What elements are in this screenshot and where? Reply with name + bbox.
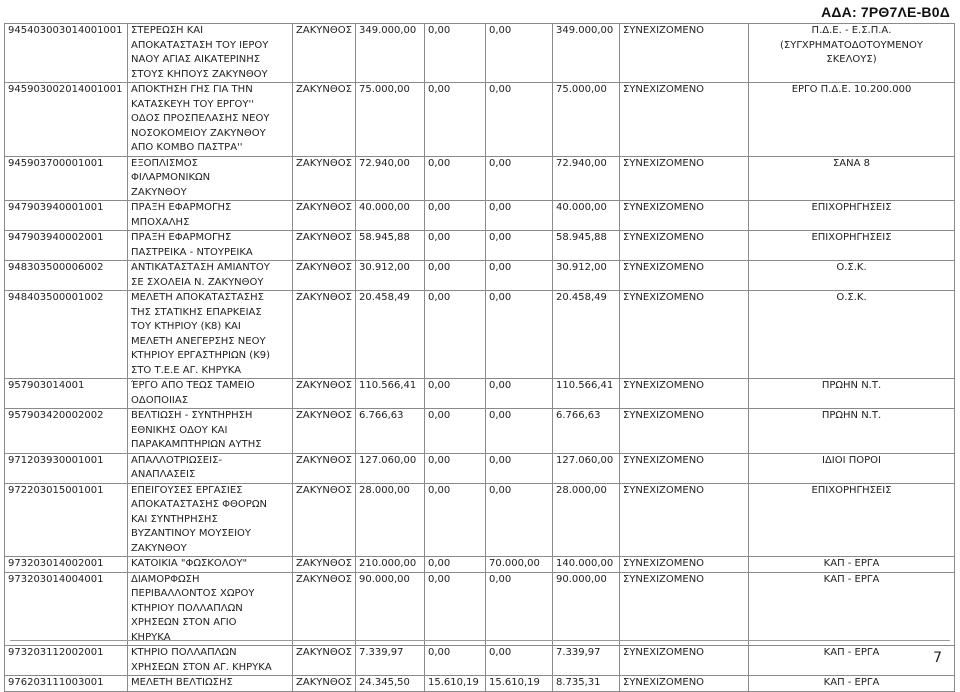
- table-row: [5, 291, 955, 379]
- amount-3-cell: 0,00: [486, 572, 553, 646]
- project-code-cell: 973203014004001: [5, 572, 128, 646]
- remaining-cell: 7.339,97: [553, 646, 620, 676]
- remarks-cell: [749, 156, 955, 201]
- remarks-line: ΣΑΝΑ 8: [832, 157, 871, 169]
- table-row: [5, 261, 955, 291]
- amount-3-cell: 15.610,19: [486, 676, 553, 692]
- table-row: [5, 201, 955, 231]
- budget-cell: 24.345,50: [356, 676, 425, 692]
- project-title-line: ΑΠΟΚΤΗΣΗ ΓΗΣ ΓΙΑ ΤΗΝ: [131, 84, 253, 95]
- project-title-cell: [128, 379, 293, 409]
- project-title-cell: [128, 557, 293, 573]
- status-cell: ΣΥΝΕΧΙΖΟΜΕΝΟ: [620, 676, 749, 692]
- remarks-line: ΕΠΙΧΟΡΗΓΗΣΕΙΣ: [811, 484, 892, 496]
- project-code-cell: 945903002014001001: [5, 83, 128, 157]
- remarks-cell: [749, 483, 955, 557]
- project-title-line: ΜΠΟΧΑΛΗΣ: [131, 216, 190, 228]
- amount-2-cell: 0,00: [425, 83, 486, 157]
- project-title-line: ΑΠΟΚΑΤΑΣΤΑΣΗΣ ΦΘΟΡΩΝ: [131, 499, 267, 510]
- table-row: [5, 572, 955, 646]
- area-cell: ΖΑΚΥΝΘΟΣ: [293, 676, 356, 692]
- table-row: [5, 379, 955, 409]
- remarks-cell: [749, 676, 955, 692]
- project-title-line: ΜΕΛΕΤΗ ΑΠΟΚΑΤΑΣΤΑΣΗΣ: [131, 292, 264, 303]
- project-title-cell: [128, 646, 293, 676]
- amount-2-cell: 0,00: [425, 231, 486, 261]
- remarks-line: ΣΚΕΛΟΥΣ): [826, 54, 877, 65]
- project-title-line: ΈΡΓΟ ΑΠΟ ΤΕΩΣ ΤΑΜΕΙΟ: [131, 380, 255, 391]
- area-cell: ΖΑΚΥΝΘΟΣ: [293, 231, 356, 261]
- project-title-line: ΝΑΟΥ ΑΓΙΑΣ ΑΙΚΑΤΕΡΙΝΗΣ: [131, 54, 261, 65]
- project-title-line: ΤΟΥ ΚΤΗΡΙΟΥ (Κ8) ΚΑΙ: [131, 321, 241, 332]
- project-code-cell: 972203015001001: [5, 483, 128, 557]
- project-title-line: ΟΔΟΠΟΙΙΑΣ: [131, 394, 189, 406]
- project-title-line: ΣΕ ΣΧΟΛΕΙΑ Ν. ΖΑΚΥΝΘΟΥ: [131, 276, 264, 288]
- project-title-line: ΣΤΕΡΕΩΣΗ ΚΑΙ: [131, 25, 204, 36]
- budget-cell: 210.000,00: [356, 557, 425, 573]
- project-title-line: ΠΑΡΑΚΑΜΠΤΗΡΙΩΝ ΑΥΤΗΣ: [131, 439, 262, 450]
- remaining-cell: 90.000,00: [553, 572, 620, 646]
- status-cell: ΣΥΝΕΧΙΖΟΜΕΝΟ: [620, 557, 749, 573]
- area-cell: ΖΑΚΥΝΘΟΣ: [293, 572, 356, 646]
- project-title-line: ΣΤΟ Τ.Ε.Ε ΑΓ. ΚΗΡΥΚΑ: [131, 364, 242, 376]
- status-cell: ΣΥΝΕΧΙΖΟΜΕΝΟ: [620, 156, 749, 201]
- amount-3-cell: 0,00: [486, 231, 553, 261]
- remarks-line: ΚΑΠ - ΕΡΓΑ: [823, 558, 880, 569]
- project-title-line: ΤΗΣ ΣΤΑΤΙΚΗΣ ΕΠΑΡΚΕΙΑΣ: [131, 306, 262, 318]
- project-title-line: ΑΝΤΙΚΑΤΑΣΤΑΣΗ ΑΜΙΑΝΤΟΥ: [131, 262, 270, 273]
- project-code-cell: 947903940001001: [5, 201, 128, 231]
- project-title-line: ΜΕΛΕΤΗ ΒΕΛΤΙΩΣΗΣ: [131, 677, 233, 688]
- project-title-line: ΧΡΗΣΕΩΝ ΣΤΟΝ ΑΓΙΟ: [131, 617, 237, 628]
- project-title-line: ΦΙΛΑΡΜΟΝΙΚΩΝ: [131, 172, 211, 183]
- project-title-line: ΚΑΤΑΣΚΕΥΗ ΤΟΥ ΕΡΓΟΥ'': [131, 98, 255, 110]
- remarks-cell: [749, 646, 955, 676]
- status-cell: ΣΥΝΕΧΙΖΟΜΕΝΟ: [620, 261, 749, 291]
- project-title-line: ΖΑΚΥΝΘΟΥ: [131, 186, 187, 198]
- project-title-cell: [128, 409, 293, 454]
- remarks-cell: [749, 261, 955, 291]
- amount-3-cell: 70.000,00: [486, 557, 553, 573]
- project-title-line: ΠΡΑΞΗ ΕΦΑΡΜΟΓΗΣ: [131, 202, 232, 213]
- project-code-cell: 957903420002002: [5, 409, 128, 454]
- project-title-line: ΑΝΑΠΛΑΣΕΙΣ: [131, 469, 196, 480]
- status-cell: ΣΥΝΕΧΙΖΟΜΕΝΟ: [620, 572, 749, 646]
- remarks-line: ΕΠΙΧΟΡΗΓΗΣΕΙΣ: [811, 202, 892, 213]
- remarks-cell: [749, 557, 955, 573]
- project-title-line: ΧΡΗΣΕΩΝ ΣΤΟΝ ΑΓ. ΚΗΡΥΚΑ: [131, 661, 272, 673]
- project-title-cell: [128, 291, 293, 379]
- remaining-cell: 349.000,00: [553, 24, 620, 83]
- amount-3-cell: 0,00: [486, 83, 553, 157]
- project-code-cell: 948303500006002: [5, 261, 128, 291]
- table-row: [5, 453, 955, 483]
- project-title-line: ΕΘΝΙΚΗΣ ΟΔΟΥ ΚΑΙ: [131, 424, 228, 436]
- project-code-cell: 976203111003001: [5, 676, 128, 692]
- remaining-cell: 8.735,31: [553, 676, 620, 692]
- table-row: [5, 156, 955, 201]
- table-row: [5, 409, 955, 454]
- table-row: [5, 646, 955, 676]
- area-cell: ΖΑΚΥΝΘΟΣ: [293, 261, 356, 291]
- remarks-cell: [749, 291, 955, 379]
- project-code-cell: 971203930001001: [5, 453, 128, 483]
- remarks-cell: [749, 201, 955, 231]
- budget-cell: 28.000,00: [356, 483, 425, 557]
- project-title-line: ΠΑΣΤΡΕΙΚΑ - ΝΤΟΥΡΕΙΚΑ: [131, 246, 253, 258]
- amount-3-cell: 0,00: [486, 261, 553, 291]
- project-title-cell: [128, 156, 293, 201]
- project-title-line: ΣΤΟΥΣ ΚΗΠΟΥΣ ΖΑΚΥΝΘΟΥ: [131, 68, 268, 80]
- projects-table-body: [5, 24, 955, 692]
- budget-cell: 127.060,00: [356, 453, 425, 483]
- remaining-cell: 75.000,00: [553, 83, 620, 157]
- project-title-line: ΚΤΗΡΙΟΥ ΕΡΓΑΣΤΗΡΙΩΝ (Κ9): [131, 350, 271, 361]
- remarks-cell: [749, 379, 955, 409]
- amount-3-cell: 0,00: [486, 409, 553, 454]
- amount-3-cell: 0,00: [486, 379, 553, 409]
- area-cell: ΖΑΚΥΝΘΟΣ: [293, 156, 356, 201]
- area-cell: ΖΑΚΥΝΘΟΣ: [293, 557, 356, 573]
- remarks-line: ΠΡΩΗΝ Ν.Τ.: [821, 380, 882, 391]
- amount-2-cell: 15.610,19: [425, 676, 486, 692]
- project-title-line: ΚΤΗΡΙΟΥ ΠΟΛΛΑΠΛΩΝ: [131, 602, 243, 614]
- status-cell: ΣΥΝΕΧΙΖΟΜΕΝΟ: [620, 231, 749, 261]
- budget-cell: 75.000,00: [356, 83, 425, 157]
- project-title-line: ΑΠΟ ΚΟΜΒΟ ΠΑΣΤΡΑ'': [131, 142, 243, 153]
- status-cell: ΣΥΝΕΧΙΖΟΜΕΝΟ: [620, 453, 749, 483]
- area-cell: ΖΑΚΥΝΘΟΣ: [293, 24, 356, 83]
- projects-table: [4, 23, 955, 692]
- project-title-line: ΜΕΛΕΤΗ ΑΝΕΓΕΡΣΗΣ ΝΕΟΥ: [131, 335, 266, 347]
- footer-divider: [10, 640, 950, 641]
- remarks-line: Π.Δ.Ε. - Ε.Σ.Π.Α.: [811, 25, 892, 36]
- remaining-cell: 58.945,88: [553, 231, 620, 261]
- amount-2-cell: 0,00: [425, 557, 486, 573]
- budget-cell: 72.940,00: [356, 156, 425, 201]
- project-title-line: ΕΠΕΙΓΟΥΣΕΣ ΕΡΓΑΣΙΕΣ: [131, 484, 243, 496]
- project-title-line: ΑΠΟΚΑΤΑΣΤΑΣΗ ΤΟΥ ΙΕΡΟΥ: [131, 39, 269, 51]
- amount-2-cell: 0,00: [425, 24, 486, 83]
- status-cell: ΣΥΝΕΧΙΖΟΜΕΝΟ: [620, 483, 749, 557]
- project-title-line: ΕΞΟΠΛΙΣΜΟΣ: [131, 157, 198, 169]
- amount-2-cell: 0,00: [425, 572, 486, 646]
- remarks-cell: [749, 572, 955, 646]
- budget-cell: 110.566,41: [356, 379, 425, 409]
- project-code-cell: 973203014002001: [5, 557, 128, 573]
- remaining-cell: 140.000,00: [553, 557, 620, 573]
- amount-2-cell: 0,00: [425, 261, 486, 291]
- area-cell: ΖΑΚΥΝΘΟΣ: [293, 379, 356, 409]
- remaining-cell: 20.458,49: [553, 291, 620, 379]
- remaining-cell: 30.912,00: [553, 261, 620, 291]
- project-title-cell: [128, 24, 293, 83]
- page-number: 7: [933, 650, 942, 666]
- table-row: [5, 676, 955, 692]
- amount-2-cell: 0,00: [425, 409, 486, 454]
- remarks-line: Ο.Σ.Κ.: [836, 292, 867, 303]
- table-row: [5, 24, 955, 83]
- area-cell: ΖΑΚΥΝΘΟΣ: [293, 83, 356, 157]
- project-title-cell: [128, 572, 293, 646]
- remaining-cell: 127.060,00: [553, 453, 620, 483]
- project-code-cell: 948403500001002: [5, 291, 128, 379]
- project-title-cell: [128, 201, 293, 231]
- project-title-line: ΚΑΙ ΣΥΝΤΗΡΗΣΗΣ: [131, 513, 218, 525]
- remarks-cell: [749, 453, 955, 483]
- project-title-line: ΚΗΡΥΚΑ: [131, 631, 171, 643]
- budget-cell: 58.945,88: [356, 231, 425, 261]
- area-cell: ΖΑΚΥΝΘΟΣ: [293, 646, 356, 676]
- remarks-line: ΕΠΙΧΟΡΗΓΗΣΕΙΣ: [811, 232, 892, 243]
- project-title-line: ΚΑΤΟΙΚΙΑ "ΦΩΣΚΟΛΟΥ": [131, 558, 248, 569]
- project-title-line: ΒΕΛΤΙΩΣΗ - ΣΥΝΤΗΡΗΣΗ: [131, 410, 253, 421]
- project-title-line: ΠΡΑΞΗ ΕΦΑΡΜΟΓΗΣ: [131, 232, 232, 243]
- project-title-cell: [128, 231, 293, 261]
- table-row: [5, 231, 955, 261]
- remarks-line: ΚΑΠ - ΕΡΓΑ: [823, 647, 880, 658]
- status-cell: ΣΥΝΕΧΙΖΟΜΕΝΟ: [620, 646, 749, 676]
- remarks-line: ΚΑΠ - ΕΡΓΑ: [823, 677, 880, 688]
- project-title-line: ΟΔΟΣ ΠΡΟΣΠΕΛΑΣΗΣ ΝΕΟΥ: [131, 113, 270, 124]
- remarks-cell: [749, 83, 955, 157]
- budget-cell: 90.000,00: [356, 572, 425, 646]
- amount-3-cell: 0,00: [486, 453, 553, 483]
- project-title-line: ΑΠΑΛΛΟΤΡΙΩΣΕΙΣ-: [131, 454, 222, 466]
- table-row: [5, 557, 955, 573]
- budget-cell: 6.766,63: [356, 409, 425, 454]
- remaining-cell: 6.766,63: [553, 409, 620, 454]
- amount-3-cell: 0,00: [486, 24, 553, 83]
- budget-cell: 349.000,00: [356, 24, 425, 83]
- project-title-cell: [128, 483, 293, 557]
- area-cell: ΖΑΚΥΝΘΟΣ: [293, 201, 356, 231]
- amount-2-cell: 0,00: [425, 483, 486, 557]
- area-cell: ΖΑΚΥΝΘΟΣ: [293, 483, 356, 557]
- remarks-line: (ΣΥΓΧΡΗΜΑΤΟΔΟΤΟΥΜΕΝΟΥ: [780, 39, 923, 51]
- amount-2-cell: 0,00: [425, 453, 486, 483]
- project-code-cell: 973203112002001: [5, 646, 128, 676]
- remaining-cell: 72.940,00: [553, 156, 620, 201]
- area-cell: ΖΑΚΥΝΘΟΣ: [293, 291, 356, 379]
- amount-2-cell: 0,00: [425, 156, 486, 201]
- budget-cell: 7.339,97: [356, 646, 425, 676]
- project-title-line: ΝΟΣΟΚΟΜΕΙΟΥ ΖΑΚΥΝΘΟΥ: [131, 127, 266, 139]
- project-title-line: ΔΙΑΜΟΡΦΩΣΗ: [131, 573, 200, 585]
- remarks-line: ΠΡΩΗΝ Ν.Τ.: [821, 410, 882, 421]
- status-cell: ΣΥΝΕΧΙΖΟΜΕΝΟ: [620, 24, 749, 83]
- status-cell: ΣΥΝΕΧΙΖΟΜΕΝΟ: [620, 83, 749, 157]
- project-title-cell: [128, 83, 293, 157]
- project-code-cell: 947903940002001: [5, 231, 128, 261]
- remarks-cell: [749, 409, 955, 454]
- remarks-line: ΚΑΠ - ΕΡΓΑ: [823, 573, 880, 585]
- table-row: [5, 83, 955, 157]
- status-cell: ΣΥΝΕΧΙΖΟΜΕΝΟ: [620, 291, 749, 379]
- project-title-line: ΚΤΗΡΙΟ ΠΟΛΛΑΠΛΩΝ: [131, 647, 237, 658]
- project-title-cell: [128, 261, 293, 291]
- remarks-line: ΙΔΙΟΙ ΠΟΡΟΙ: [822, 454, 881, 466]
- project-title-cell: [128, 676, 293, 692]
- amount-3-cell: 0,00: [486, 483, 553, 557]
- ada-identifier: ΑΔΑ: 7ΡΘ7ΛΕ-Β0Δ: [821, 4, 950, 20]
- remarks-cell: [749, 231, 955, 261]
- status-cell: ΣΥΝΕΧΙΖΟΜΕΝΟ: [620, 201, 749, 231]
- amount-3-cell: 0,00: [486, 646, 553, 676]
- remaining-cell: 28.000,00: [553, 483, 620, 557]
- amount-3-cell: 0,00: [486, 201, 553, 231]
- project-title-cell: [128, 453, 293, 483]
- project-code-cell: 945903700001001: [5, 156, 128, 201]
- status-cell: ΣΥΝΕΧΙΖΟΜΕΝΟ: [620, 409, 749, 454]
- area-cell: ΖΑΚΥΝΘΟΣ: [293, 453, 356, 483]
- status-cell: ΣΥΝΕΧΙΖΟΜΕΝΟ: [620, 379, 749, 409]
- amount-2-cell: 0,00: [425, 201, 486, 231]
- table-row: [5, 483, 955, 557]
- remarks-cell: [749, 24, 955, 83]
- remaining-cell: 110.566,41: [553, 379, 620, 409]
- budget-cell: 20.458,49: [356, 291, 425, 379]
- project-code-cell: 945403003014001001: [5, 24, 128, 83]
- amount-3-cell: 0,00: [486, 291, 553, 379]
- area-cell: ΖΑΚΥΝΘΟΣ: [293, 409, 356, 454]
- amount-2-cell: 0,00: [425, 646, 486, 676]
- remaining-cell: 40.000,00: [553, 201, 620, 231]
- budget-cell: 40.000,00: [356, 201, 425, 231]
- amount-2-cell: 0,00: [425, 291, 486, 379]
- amount-2-cell: 0,00: [425, 379, 486, 409]
- project-code-cell: 957903014001: [5, 379, 128, 409]
- project-title-line: ΒΥΖΑΝΤΙΝΟΥ ΜΟΥΣΕΙΟΥ: [131, 528, 252, 539]
- remarks-line: ΕΡΓΟ Π.Δ.Ε. 10.200.000: [791, 84, 912, 95]
- remarks-line: Ο.Σ.Κ.: [836, 262, 867, 273]
- amount-3-cell: 0,00: [486, 156, 553, 201]
- project-title-line: ΖΑΚΥΝΘΟΥ: [131, 542, 187, 554]
- budget-cell: 30.912,00: [356, 261, 425, 291]
- project-title-line: ΠΕΡΙΒΑΛΛΟΝΤΟΣ ΧΩΡΟΥ: [131, 588, 255, 599]
